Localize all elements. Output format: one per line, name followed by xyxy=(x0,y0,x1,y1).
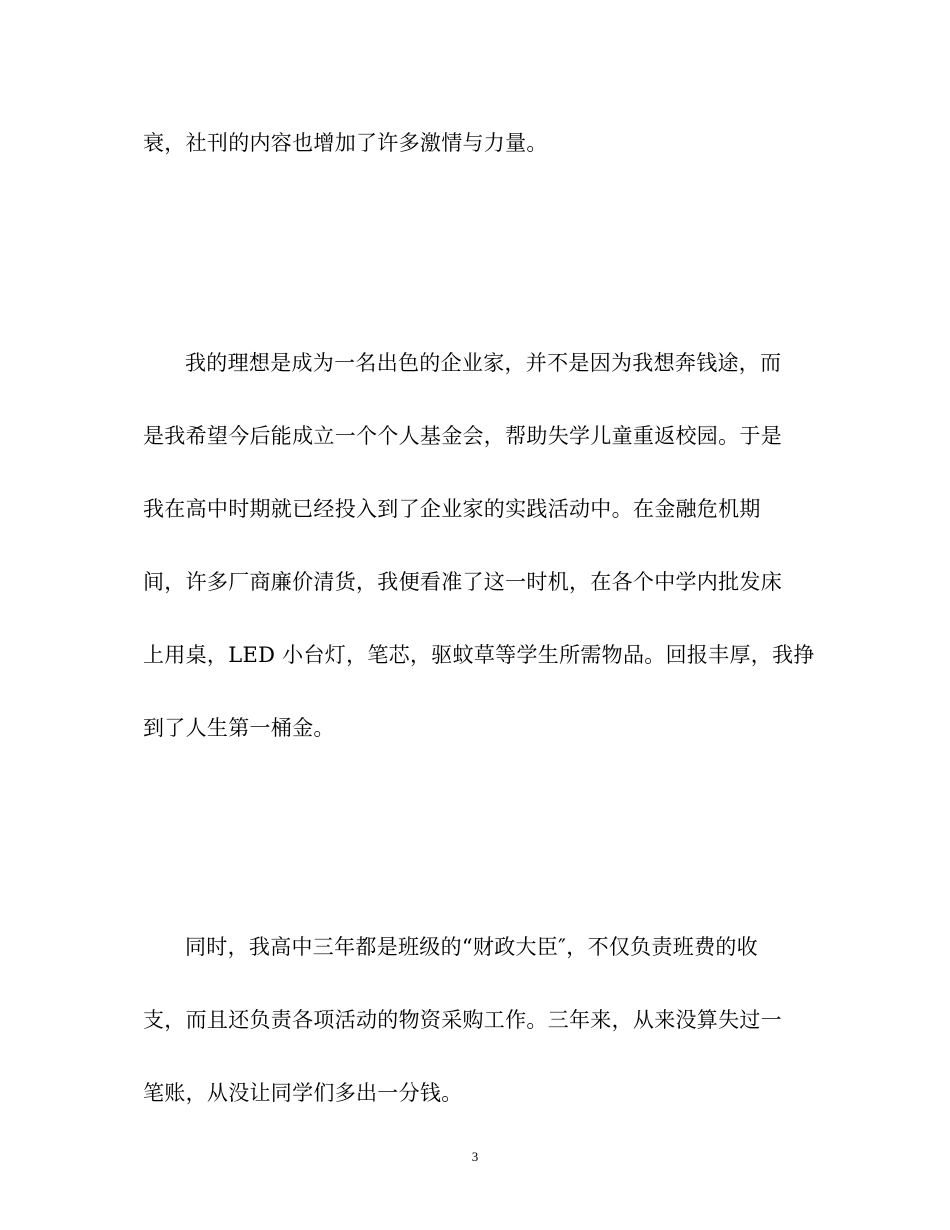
paragraph-2-line-6: 到了人生第一桶金。 xyxy=(143,716,335,740)
paragraph-2-line-4: 间，许多厂商廉价清货，我便看准了这一时机，在各个中学内批发床 xyxy=(143,570,782,594)
page-number: 3 xyxy=(471,1149,479,1164)
paragraph-2-line-2: 是我希望今后能成立一个个人基金会，帮助失学儿童重返校园。于是 xyxy=(143,424,782,448)
paragraph-3-line-3: 笔账，从没让同学们多出一分钱。 xyxy=(143,1081,463,1105)
paragraph-3-line-2: 支，而且还负责各项活动的物资采购工作。三年来，从来没算失过一 xyxy=(143,1008,782,1032)
paragraph-1-line-1: 衰，社刊的内容也增加了许多激情与力量。 xyxy=(143,131,548,155)
paragraph-3-line-1: 同时，我高中三年都是班级的“财政大臣″，不仅负责班费的收 xyxy=(185,935,758,959)
paragraph-2-line-3: 我在高中时期就已经投入到了企业家的实践活动中。在金融危机期 xyxy=(143,497,761,521)
paragraph-2-line-1: 我的理想是成为一名出色的企业家，并不是因为我想奔钱途，而 xyxy=(185,351,782,375)
paragraph-2-line-5: 上用桌，LED 小台灯，笔芯，驱蚊草等学生所需物品。回报丰厚，我挣 xyxy=(143,643,815,667)
